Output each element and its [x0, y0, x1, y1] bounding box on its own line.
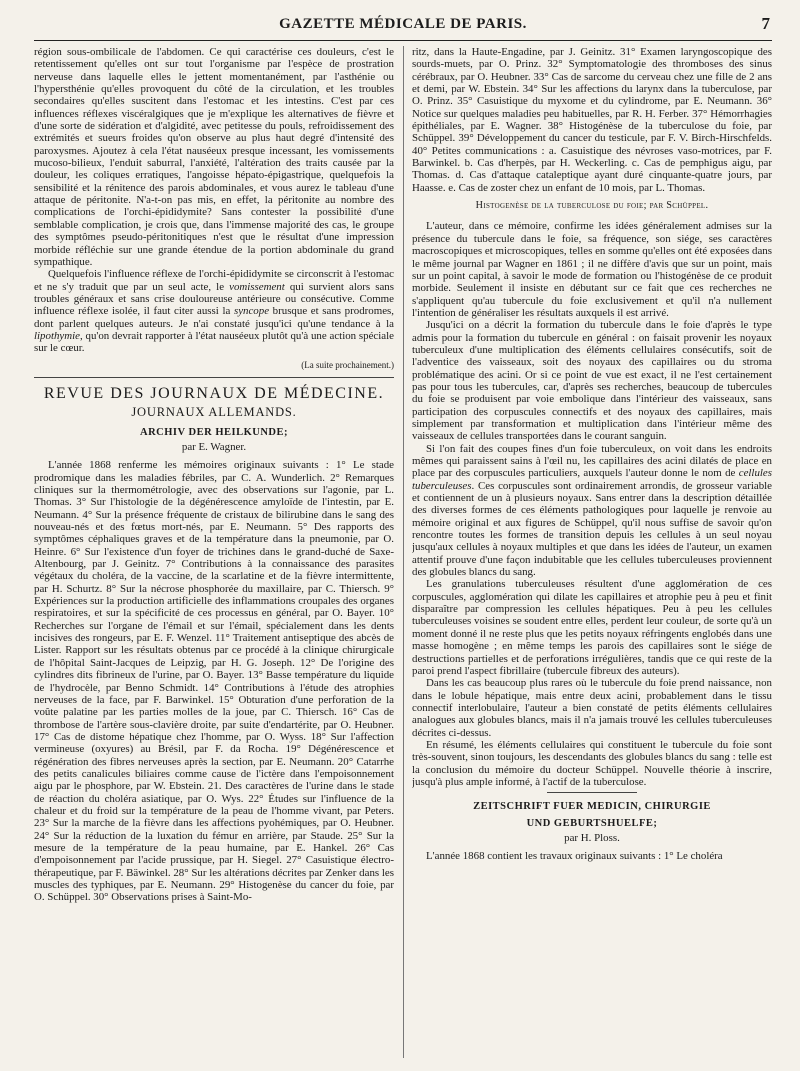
right-paragraph-6: Dans les cas beaucoup plus rares où le tubercule du foie prend naissance, non dans le lobule hépatique, mais entre deux acini, probablement dans le tissu connectif interlobulaire, l'auteur a bien constaté de petits éléments cellulaires analogues aux globules blancs, mais il n'a jamais trouvé les cellules tuberculeuses décrites ci-dessus.: [412, 677, 772, 739]
left-column: [34, 46, 394, 1058]
journal2-name-line2: UND GEBURTSHUELFE;: [526, 817, 658, 829]
journal-name: ARCHIV DER HEILKUNDE;: [140, 426, 288, 438]
article-heading: Histogenèse de la tuberculose du foie; par Schüppel.: [475, 200, 709, 212]
journal2-author: par H. Ploss.: [564, 831, 620, 844]
right-paragraph-5: Les granulations tuberculeuses résultent d'une agglomération de ces corpuscules, agglomération qui dilate les capillaires et atrophie peu à peu et finit disparaître par compression les cellules hépatiques. Peu à peu les cellules tuberculeuses voisines se soudent entre elles, perdent leur couleur, de sorte qu'à un moment donné il ne reste plus que les petits noyaux réfringents englobés dans une masse homogène ; en même temps les parois des capillaires sont le siége de destructions partielles et de perforations irrégulières, tandis que ce qui reste de la paroi prend l'aspect fibrillaire (tubercule fibreux des auteurs).: [412, 578, 772, 677]
left-paragraph-2-text-c: brusque et sans prodromes, dont parlent quelques auteurs. Je n'ai constaté jusqu'ici qu'une tendance à la: [34, 305, 394, 330]
left-paragraph-2-text-b: qui survient alors sans troubles généraux et sans crise douloureuse antérieure ou consécutive. Comme influence réflexe isolée, il faut citer aussi la: [34, 280, 394, 318]
right-column: [412, 46, 772, 1058]
left-paragraph-2-text-a: Quelquefois l'influence réflexe de l'orchi-épididymite se circonscrit à l'estomac et ne s'y traduit que par un seul acte, le: [34, 268, 394, 293]
emphasis-syncope: syncope: [233, 305, 270, 318]
left-paragraph-3: L'année 1868 renferme les mémoires originaux suivants : 1° Le stade prodromique dans les maladies fébriles, par C. A. Wunderlich. 2° Remarques cliniques sur la thermométrologie, avec des observations sur l'agonie, par L. Thomas. 3° Sur l'histologie de la dégénérescence amyloïde de l'intestin, par E. Neumann. 4° Sur la présence fréquente de cristaux de bilirubine dans le sang des nouveau-nés et des fœtus mort-nés, par E. Neumann. 5° Des rapports des symptômes céphaliques graves et de la température dans la pneumonie, par O. Heinre. 6° Sur l'existence d'un foyer de trichines dans le grand-duché de Saxe-Altenbourg, par J. Geinitz. 7° Contributions à la connaissance des parasites végétaux du choléra, de la vaccine, de la scarlatine et de la fièvre intermittente, par H. Schurtz. 8° Sur la nécrose phosphorée du maxillaire, par C. Thiersch. 9° Expériences sur la production artificielle des inflammations croupales des organes respiratoires, et sur la spécificité de ces processus en général, par O. Bayer. 10° Recherches sur l'organe de l'émail et sur l'émail, spécialement dans les dents incisives des rongeurs, par E. F. Wenzel. 11° Traitement antiseptique des abcès de Lister. Rapport sur les résultats obtenus par ce procédé à la clinique chirurgicale de l'hôpital Saint-Jacques de Leipzig, par H. G. Joseph. 12° De l'origine des cylindres dits fibrineux de l'urine, par O. Bayer. 13° Basse température du liquide de l'hydrocèle, par Benno Schmidt. 14° Contributions à l'étude des atrophies nerveuses de la face, par F. Barwinkel. 15° Obturation d'une perforation de la voûte palatine par les parties molles de la joue, par C. Thiersch. 16° Cas de thrombose de l'artère sous-clavière droite, par suite d'endartérite, par O. Heubner. 17° Cas de distome hépatique chez l'homme, par O. Wyss. 18° Sur l'affection vermineuse (oxyures) au Brésil, par F. da Rocha. 19° Dégénérescence et régénération des fibres nerveuses après la section, par E. Neumann. 20° Catarrhe des petits canalicules biliaires comme cause de l'ictère dans l'empoisonnement aigu par le phosphore, par W. Ebstein. 21. Des caractères de l'urine dans le stade de réaction du choléra asiatique, par O. Wys. 22° Études sur l'influence de la chaleur et du froid sur la température de la peau de l'homme vivant, par Peters. 23° Sur la marche de la fièvre dans les affections pyohémiques, par O. Heubner. 24° Sur la réduction de la luxation du fémur en arrière, par Staude. 25° Sur la mesure de la température de la peau humaine, par E. Hankel. 26° Cas d'empoisonnement par l'acide prussique, par H. Siegel. 27° Casuistique électro-thérapeutique, par F. Bäwinkel. 28° Sur les altérations décrites par Zenker dans les muscles des typhiques, par E. Neumann. 29° Histogenèse du cancer du foie, par O. Schüppel. 30° Observations prises à Saint-Mo-: [34, 459, 394, 904]
left-paragraph-2-text-d: , qu'on devrait rapporter à l'état nauséeux plutôt qu'à une action spéciale sur le cœur.: [34, 329, 394, 355]
right-paragraph-7: En résumé, les éléments cellulaires qui constituent le tubercule du foie sont très-souvent, sinon toujours, les descendants des globules blancs du sang : telle est la conclusion du mémoire du docteur Schüppel. Nouvelle théorie à inscrire, jusqu'à plus ample informé, à l'actif de la tuberculose.: [412, 738, 772, 788]
emphasis-vomissement: vomissement: [229, 280, 285, 293]
subsection-title: JOURNAUX ALLEMANDS.: [131, 405, 297, 420]
right-paragraph-3: Jusqu'ici on a décrit la formation du tubercule dans le foie d'après le type admis pour la formation du tubercule en général : on faisait provenir les noyaux tuberculeux d'une multiplication des éléments cellulaires consécutifs, soit de l'adventice des vaisseaux, soit des noyaux des capillaires ou du stroma problématique des acini. Or si ce point de vue est exact, il ne l'est certainement pas pour tous les tubercules, car, d'après ses recherches, beaucoup de tubercules du foie se produisent par voie embolique dans l'intérieur des vaisseaux, sans participation des corpuscules connectifs et des noyaux des capillaires, mais simplement par transformation et multiplication dans l'intérieur même des vaisseaux de cellules transportées dans le courant sanguin.: [412, 319, 772, 443]
page-header: [34, 14, 772, 41]
right-paragraph-4-text-b: . Ces corpuscules sont ordinairement arrondis, de grosseur variable et contiennent de un à plusieurs noyaux. Sans entrer dans la description détaillée des diverses formes de ces éléments pathologiques pour laquelle je renvoie au mémoire original et aux figures de Schüppel, qu'il nous suffise de savoir qu'on rencontre toutes les formes de transition depuis les cellules à un seul noyau jusqu'aux cellules à noyaux multiples et que dans les idées de l'auteur, un examen attentif prouve d'une façon indubitable que les cellules tuberculeuses proviennent des globules blancs du sang.: [412, 479, 772, 579]
emphasis-lipothymie: lipothymie: [34, 329, 80, 342]
right-paragraph-8: L'année 1868 contient les travaux originaux suivants : 1° Le choléra: [426, 850, 723, 863]
right-paragraph-1: ritz, dans la Haute-Engadine, par J. Geinitz. 31° Examen laryngoscopique des sourds-muets, par O. Prinz. 32° Symptomatologie des thromboses des sinus cérébraux, par O. Heubner. 33° Cas de sarcome du cerveau chez une fille de 2 ans et demi, par W. Ebstein. 34° Sur les affections du larynx dans la tuberculose, par O. Prinz. 35° Casuistique du myxome et du cylindrome, par E. Neumann. 36° Notice sur quelques maladies peu habituelles, par R. H. Ferber. 37° Hémorrhagies épithéliales, par E. Wagner. 38° Histogénèse de la tuberculose du foie, par Schüppel. 39° Développement du cancer du testicule, par F. V. Birch-Hirschfelds. 40° Petites communications : a. Casuistique des névroses vaso-motrices, par F. Barwinkel. b. Cas d'herpès, par H. Weckerling. c. Cas de pemphigus aigu, par Thomas. d. Cas d'attaque cataleptique ayant duré cinquante-quatre jours, par Haasse. e. Cas de zoster chez un enfant de 10 mois, par L. Thomas.: [412, 46, 772, 194]
emphasis-cellules-tuberculeuses: cellules tuberculeuses: [412, 467, 772, 492]
section-title: REVUE DES JOURNAUX DE MÉDECINE.: [43, 384, 385, 402]
short-divider: [547, 792, 637, 793]
continued-note: (La suite prochainement.): [301, 359, 394, 370]
left-paragraph-2: [34, 268, 394, 354]
journal-title: GAZETTE MÉDICALE DE PARIS.: [279, 16, 527, 32]
column-divider: [403, 46, 404, 1058]
page-number: 7: [761, 14, 770, 33]
right-paragraph-4: [412, 443, 772, 579]
left-paragraph-1: région sous-ombilicale de l'abdomen. Ce qui caractérise ces douleurs, c'est le retentissement qu'elles ont sur tout l'organisme par l'espèce de prostration nerveuse dans laquelle elles le jettent momentanément, par l'asthénie ou l'hypersthénie qu'elles provoquent du côté de la circulation, et les troubles secondaires qu'elles suscitent dans l'estomac et les intestins. C'est par ces influences réflexes viscéralgiques que je m'explique les alternatives de fièvre et d'une sorte de sidération et d'algidité, avec petitesse du pouls, refroidissement des extrémités et sueurs froides qu'on observe au plus haut degré d'intensité des paroxysmes. Ajoutez à cela l'état nauséeux presque incessant, les vomissements mucoso-bilieux, l'enduit saburral, l'anxiété, l'altération des traits causée par la douleur, les coliques erratiques, l'angoisse hépato-épigastrique, quelquefois la sensibilité et la rénitence des parois abdominales, et vous aurez le tableau d'une attaque de péritonite. N'a-t-on pas mis, en effet, la péritonite au nombre des complications de l'orchi-épididymite? Sans contester la possibilité d'une semblable complication, je crois que, dans l'immense majorité des cas, le groupe des symptômes pseudo-péritonitiques n'est que le résultat d'une impression morbide réfléchie sur une grande étendue de la portion abdominale du grand sympathique.: [34, 46, 394, 268]
journal-author: par E. Wagner.: [181, 440, 247, 453]
section-divider: [34, 377, 394, 378]
right-paragraph-4-text-a: Si l'on fait des coupes fines d'un foie tuberculeux, on voit dans les endroits mêmes qui paraissent sains à l'œil nu, les capillaires des acini dilatés de place en place par des corpuscules particuliers, auxquels l'auteur donne le nom de: [412, 442, 772, 480]
right-paragraph-2: L'auteur, dans ce mémoire, confirme les idées généralement admises sur la présence du tubercule dans le foie, sa fréquence, son siége, ses caractères macroscopiques et microscopiques, telles en somme qu'elles ont été exposées dans le même journal par Wagner en 1861 ; il ne diffère d'avis que sur un point, mais sur un point capital, à savoir le mode de formation ou l'histogénèse de ce produit morbide. Seulement il insiste en débutant sur ce fait que ces recherches ne s'appliquent qu'au tubercule du foie exclusivement et qu'il n'a nullement l'intention de généraliser les résultats auxquels il est arrivé.: [412, 220, 772, 319]
journal2-name-line1: ZEITSCHRIFT FUER MEDICIN, CHIRURGIE: [473, 801, 711, 813]
